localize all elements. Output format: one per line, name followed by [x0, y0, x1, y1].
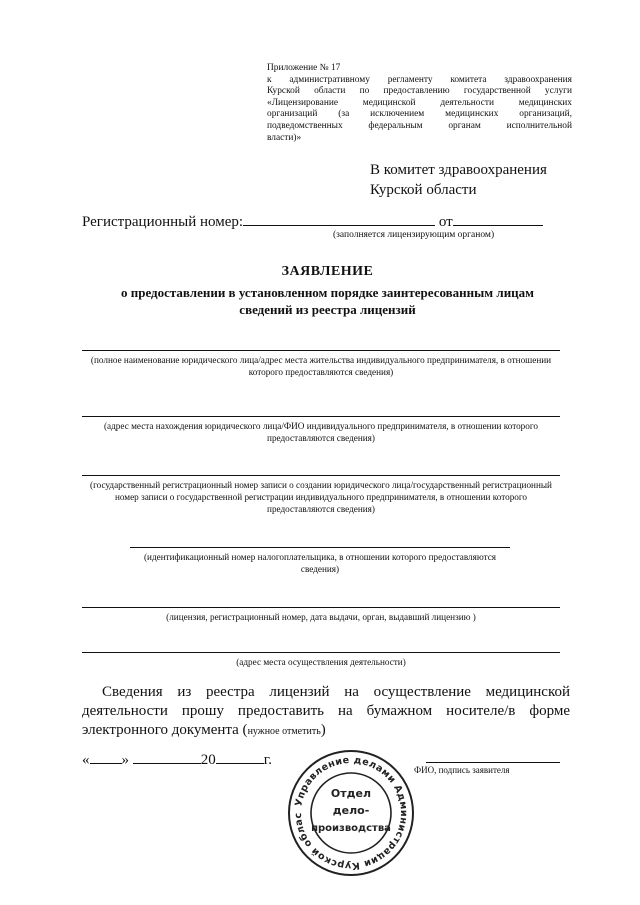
- date-year-prefix: 20: [200, 752, 216, 768]
- date-row: [82, 749, 272, 769]
- appendix-line: организаций (за исключением медицинских организаций,: [267, 109, 572, 120]
- field-caption: (адрес места осуществления деятельности): [236, 657, 406, 667]
- statement-close: ): [320, 722, 326, 738]
- fill-line[interactable]: [130, 547, 510, 548]
- subtitle-line: сведений из реестра лицензий: [239, 302, 416, 317]
- svg-text:дело-: дело-: [332, 804, 370, 817]
- appendix-line: Приложение № 17: [267, 63, 341, 73]
- field-license: [82, 607, 560, 623]
- recipient-block: [370, 160, 547, 200]
- date-month-field[interactable]: [133, 749, 201, 764]
- appendix-line: подведомственных федеральным органам исполнительной: [267, 120, 572, 131]
- fill-line[interactable]: [82, 416, 560, 417]
- field-caption: (полное наименование юридического лица/адрес места жительства индивидуального предпринимателя, в отношении которого предоставляются сведения): [90, 355, 552, 377]
- svg-text:Управление делами Администраци: Управление делами Администрации Курской облас: [292, 754, 410, 872]
- signature-caption: ФИО, подпись заявителя: [414, 765, 510, 775]
- registration-row: [82, 211, 543, 231]
- field-caption: (идентификационный номер налогоплательщика, в отношении которого предоставляются сведения): [143, 552, 497, 574]
- appendix-line: «Лицензирование медицинской деятельности медицинских: [267, 97, 572, 108]
- date-close-quote: »: [121, 752, 129, 768]
- field-caption: (адрес места нахождения юридического лица/ФИО индивидуального предпринимателя, в отношении которого предоставляются сведения): [103, 421, 538, 443]
- field-caption: (лицензия, регистрационный номер, дата выдачи, орган, выдавший лицензию ): [166, 612, 476, 622]
- date-year-suffix: г.: [263, 752, 272, 768]
- appendix-line: власти)»: [267, 132, 302, 143]
- field-activity-address: [82, 652, 560, 668]
- registration-from-label: от: [438, 214, 453, 230]
- svg-text:Отдел: Отдел: [330, 787, 372, 800]
- appendix-line: Курской области по предоставлению государственной услуги: [267, 86, 572, 97]
- date-year-field[interactable]: [216, 749, 264, 764]
- svg-text:производства: производства: [311, 823, 391, 834]
- field-org-address: [82, 416, 560, 444]
- subtitle-line: о предоставлении в установленном порядке заинтересованным лицам: [120, 285, 535, 300]
- date-day-field[interactable]: [90, 749, 122, 764]
- document-title: ЗАЯВЛЕНИЕ: [281, 264, 374, 279]
- statement-line: деятельности прошу предоставить на бумажном носителе/в форме: [82, 703, 570, 719]
- field-ogrn: [82, 475, 560, 515]
- registration-note: (заполняется лицензирующим органом): [333, 230, 495, 240]
- date-open-quote: «: [82, 752, 90, 768]
- field-inn: [130, 547, 510, 575]
- signature-line[interactable]: [426, 762, 560, 763]
- registration-label: Регистрационный номер:: [82, 214, 244, 230]
- fill-line[interactable]: [82, 652, 560, 653]
- statement-line: Сведения из реестра лицензий на осуществление медицинской: [102, 684, 570, 700]
- field-caption: (государственный регистрационный номер записи о создании юридического лица/государственный регистрационный номер записи о государственной регистрации индивидуального предпринимателя, в отношении которого предоставляются сведения): [90, 480, 552, 514]
- recipient-line: Курской области: [370, 182, 477, 198]
- office-stamp: [286, 748, 416, 878]
- document-subtitle: [70, 284, 585, 318]
- stamp-seal-icon: [286, 748, 416, 878]
- statement-line: электронного документа (: [82, 722, 248, 738]
- fill-line[interactable]: [82, 607, 560, 608]
- fill-line[interactable]: [82, 475, 560, 476]
- statement-note: нужное отметить: [247, 726, 321, 737]
- recipient-line: В комитет здравоохранения: [370, 162, 547, 178]
- statement-paragraph: [82, 683, 570, 741]
- registration-number-field[interactable]: [243, 211, 435, 226]
- appendix-line: к административному регламенту комитета здравоохранения: [267, 74, 572, 85]
- fill-line[interactable]: [82, 350, 560, 351]
- field-org-name: [82, 350, 560, 378]
- registration-date-field[interactable]: [453, 211, 543, 226]
- appendix-block: [267, 63, 572, 144]
